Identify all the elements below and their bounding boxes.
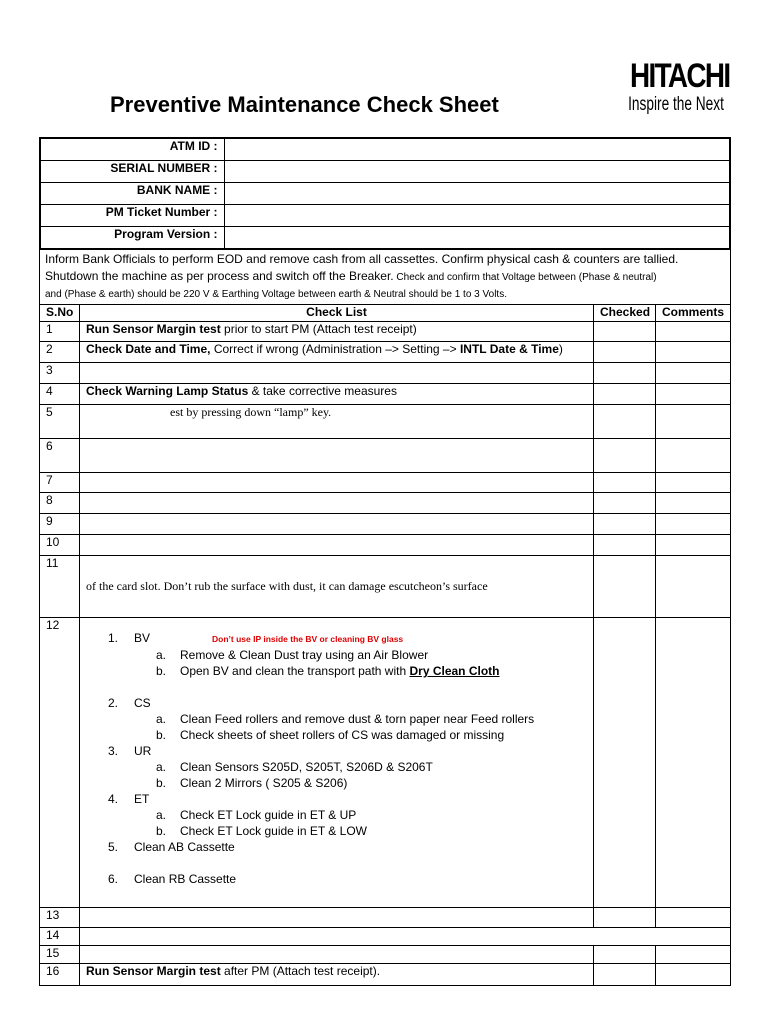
list-item: a. Clean Feed rollers and remove dust & torn paper near Feed rollers: [156, 712, 535, 726]
checklist-item: [80, 618, 594, 908]
checked-cell[interactable]: [594, 439, 656, 473]
list-item: 5. Clean AB Cassette: [108, 840, 235, 854]
instruction-line-1: Inform Bank Officials to perform EOD and remove cash from all cassettes. Confirm physical cash & counters are tallied.: [45, 252, 679, 266]
table-row: [40, 556, 731, 618]
comments-cell[interactable]: [656, 322, 731, 342]
checked-cell[interactable]: [594, 618, 656, 908]
checklist-item: [80, 946, 594, 964]
comments-cell[interactable]: [656, 514, 731, 535]
checked-cell[interactable]: [594, 535, 656, 556]
comments-cell[interactable]: [656, 473, 731, 493]
comments-cell[interactable]: [656, 964, 731, 986]
table-row: [40, 363, 731, 384]
row-number: 10: [40, 535, 80, 556]
checklist-item: of the card slot. Don’t rub the surface with dust, it can damage escutcheon’s surface: [80, 556, 594, 618]
comments-cell[interactable]: [656, 493, 731, 514]
field-label-atm-id: ATM ID :: [41, 139, 225, 161]
table-row: [40, 514, 731, 535]
checklist-item: Check Warning Lamp Status & take corrective measures: [80, 384, 594, 405]
table-row: [40, 908, 731, 928]
list-item: 2. CS: [108, 696, 151, 710]
row-number: 2: [40, 342, 80, 363]
hitachi-logo: [621, 57, 730, 116]
col-header-checklist: Check List: [80, 305, 594, 322]
checked-cell[interactable]: [594, 405, 656, 439]
row-number: 13: [40, 908, 80, 928]
table-row: [40, 384, 731, 405]
checked-cell[interactable]: [594, 514, 656, 535]
row-number: 12: [40, 618, 80, 908]
comments-cell[interactable]: [656, 439, 731, 473]
checklist-item: [80, 514, 594, 535]
checked-cell[interactable]: [594, 322, 656, 342]
table-row: [40, 322, 731, 342]
row-number: 6: [40, 439, 80, 473]
logo-tagline: Inspire the Next: [628, 94, 724, 115]
pm-ticket-field[interactable]: [224, 205, 729, 227]
checked-cell[interactable]: [594, 964, 656, 986]
list-item: a. Remove & Clean Dust tray using an Air Blower: [156, 648, 429, 662]
checked-cell[interactable]: [594, 384, 656, 405]
comments-cell[interactable]: [656, 535, 731, 556]
row-number: 9: [40, 514, 80, 535]
checked-cell[interactable]: [594, 363, 656, 384]
field-label-program-version: Program Version :: [41, 227, 225, 249]
comments-cell[interactable]: [656, 946, 731, 964]
list-item: a. Check ET Lock guide in ET & UP: [156, 808, 357, 822]
checked-cell[interactable]: [594, 342, 656, 363]
row-number: 7: [40, 473, 80, 493]
checklist-item: Run Sensor Margin test prior to start PM (Attach test receipt): [80, 322, 594, 342]
list-item: 3. UR: [108, 744, 152, 758]
page-title: Preventive Maintenance Check Sheet: [110, 92, 499, 117]
header-fields-block: [40, 138, 731, 250]
checklist-item: [80, 908, 594, 928]
list-item: b. Check sheets of sheet rollers of CS was damaged or missing: [156, 728, 505, 742]
field-label-serial-number: SERIAL NUMBER :: [41, 161, 225, 183]
list-item: b. Check ET Lock guide in ET & LOW: [156, 824, 367, 838]
table-row: [40, 946, 731, 964]
checked-cell[interactable]: [594, 556, 656, 618]
row-number: 15: [40, 946, 80, 964]
list-item: 1. BV Don’t use IP inside the BV or cleaning BV glass: [108, 631, 404, 645]
comments-cell[interactable]: [656, 363, 731, 384]
table-row: [40, 473, 731, 493]
instruction-line-2: Shutdown the machine as per process and switch off the Breaker. Check and confirm that Voltage between (Phase & neutral): [45, 269, 657, 283]
comments-cell[interactable]: [656, 405, 731, 439]
table-row: [40, 618, 731, 908]
row-number: 4: [40, 384, 80, 405]
col-header-checked: Checked: [594, 305, 656, 322]
atm-id-field[interactable]: [224, 139, 729, 161]
checklist-item: [80, 928, 731, 946]
instructions-row: [40, 250, 731, 305]
checklist-table: [39, 137, 731, 986]
checklist-item: [80, 439, 594, 473]
table-row: [40, 928, 731, 946]
list-item: b. Clean 2 Mirrors ( S205 & S206): [156, 776, 348, 790]
header-fields-row: [40, 138, 731, 250]
comments-cell[interactable]: [656, 384, 731, 405]
checklist-item: Check Date and Time, Correct if wrong (Administration –> Setting –> INTL Date & Time): [80, 342, 594, 363]
field-label-bank-name: BANK NAME :: [41, 183, 225, 205]
comments-cell[interactable]: [656, 342, 731, 363]
checklist-item: est by pressing down “lamp” key.: [80, 405, 594, 439]
row-number: 5: [40, 405, 80, 439]
row-number: 3: [40, 363, 80, 384]
row-number: 1: [40, 322, 80, 342]
list-item: a. Clean Sensors S205D, S205T, S206D & S206T: [156, 760, 433, 774]
program-version-field[interactable]: [224, 227, 729, 249]
table-row: [40, 342, 731, 363]
instructions: [40, 250, 731, 305]
checked-cell[interactable]: [594, 946, 656, 964]
logo-brand: HITACHI: [630, 57, 730, 95]
checked-cell[interactable]: [594, 493, 656, 514]
instruction-line-3: and (Phase & earth) should be 220 V & Earthing Voltage between earth & Neutral should be 1 to 3 Volts.: [45, 289, 507, 300]
col-header-sno: S.No: [40, 305, 80, 322]
checklist-item: [80, 473, 594, 493]
warning-note: Don’t use IP inside the BV or cleaning BV glass: [212, 634, 404, 644]
bank-name-field[interactable]: [224, 183, 729, 205]
checklist-item: [80, 363, 594, 384]
serial-number-field[interactable]: [224, 161, 729, 183]
checked-cell[interactable]: [594, 473, 656, 493]
checked-cell[interactable]: [594, 908, 656, 928]
checklist-item: [80, 493, 594, 514]
comments-cell[interactable]: [656, 908, 731, 928]
checklist-item: Run Sensor Margin test after PM (Attach test receipt).: [80, 964, 594, 986]
table-row: [40, 405, 731, 439]
table-row: [40, 535, 731, 556]
list-item: b. Open BV and clean the transport path with Dry Clean Cloth: [156, 664, 500, 678]
row-number: 8: [40, 493, 80, 514]
comments-cell[interactable]: [656, 556, 731, 618]
row-number: 14: [40, 928, 80, 946]
table-row: [40, 964, 731, 986]
row-number: 16: [40, 964, 80, 986]
col-header-comments: Comments: [656, 305, 731, 322]
list-item: 4. ET: [108, 792, 150, 806]
checklist-item: [80, 535, 594, 556]
field-label-pm-ticket: PM Ticket Number :: [41, 205, 225, 227]
comments-cell[interactable]: [656, 618, 731, 908]
list-item: 6. Clean RB Cassette: [108, 872, 237, 886]
row-number: 11: [40, 556, 80, 618]
column-header-row: [40, 305, 731, 322]
table-row: [40, 439, 731, 473]
header-fields: [40, 138, 730, 249]
table-row: [40, 493, 731, 514]
